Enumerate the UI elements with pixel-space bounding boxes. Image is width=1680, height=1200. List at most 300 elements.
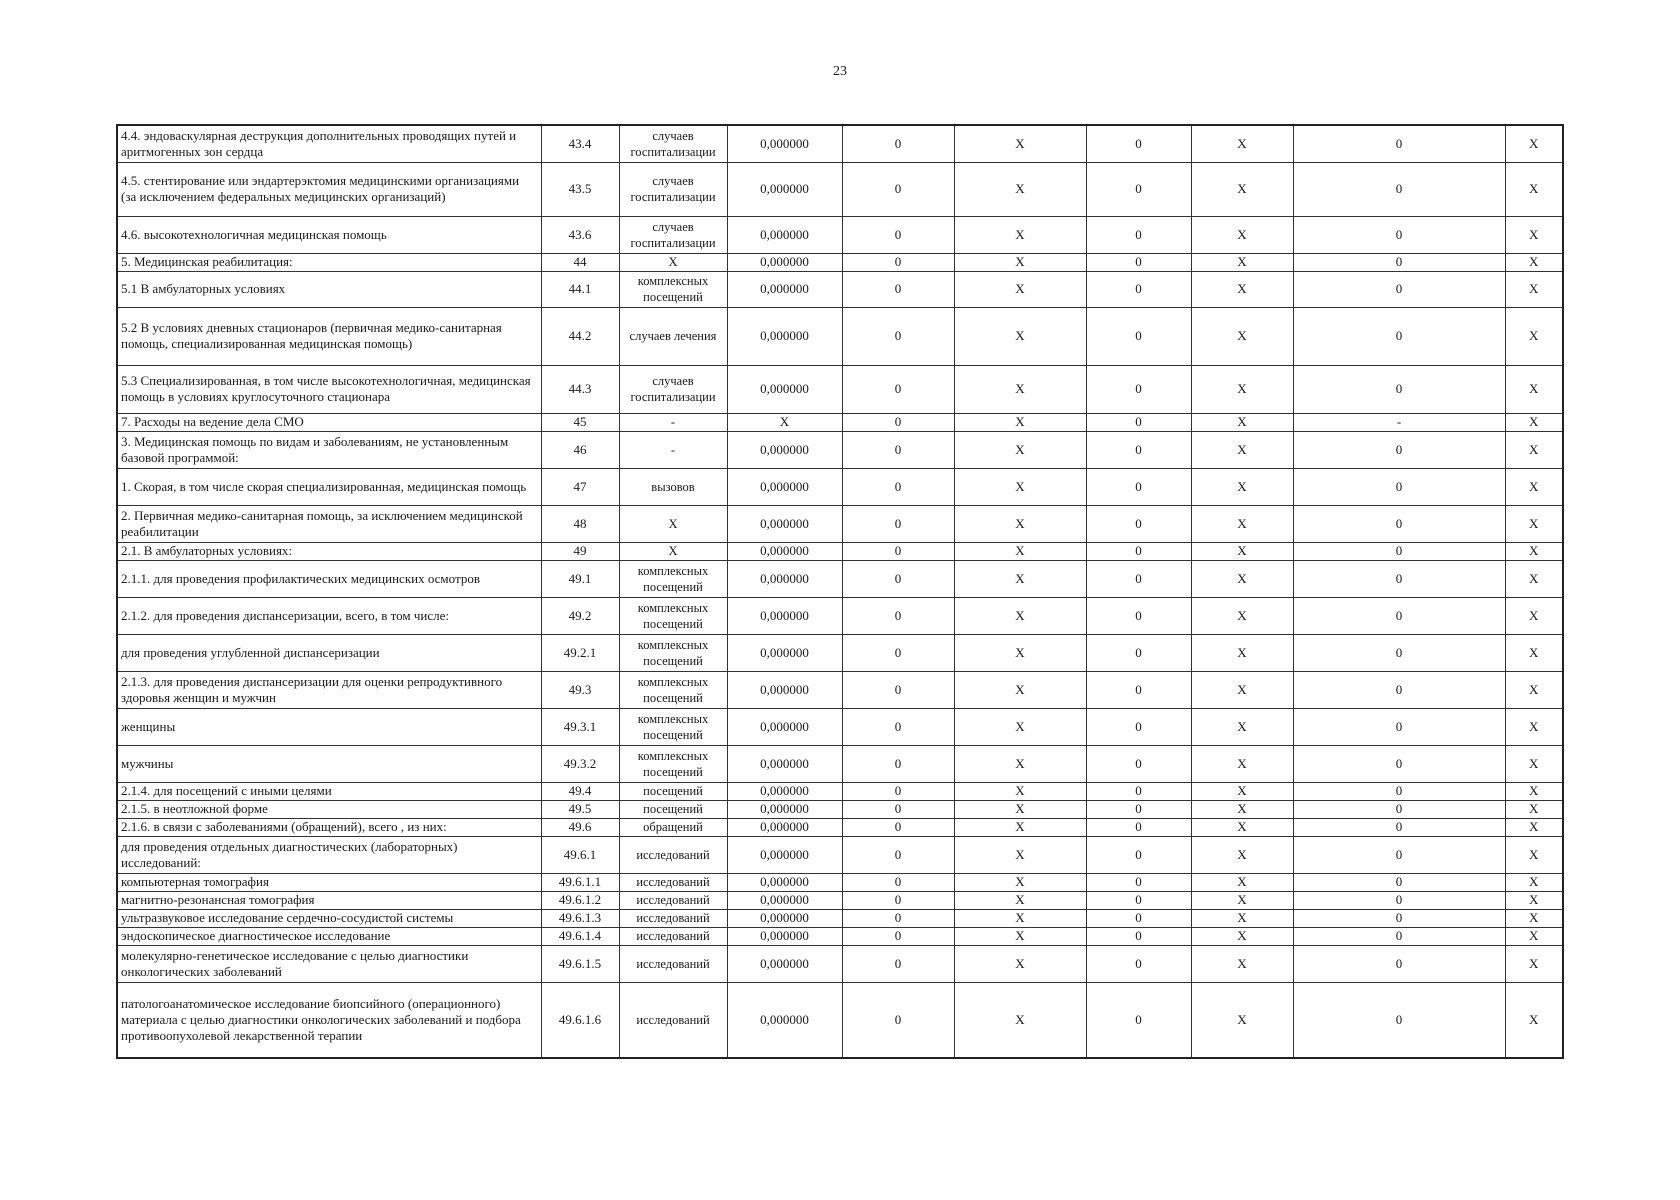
cell-value-5: X	[1191, 634, 1293, 671]
cell-value-6: 0	[1293, 800, 1505, 818]
cell-value-6: 0	[1293, 365, 1505, 413]
cell-value-6: 0	[1293, 909, 1505, 927]
table-row	[117, 873, 1563, 891]
row-unit: X	[619, 542, 727, 560]
cell-value-1: 0,000000	[727, 909, 842, 927]
cell-value-2: 0	[842, 634, 954, 671]
cell-value-2: 0	[842, 431, 954, 468]
cell-value-2: 0	[842, 982, 954, 1058]
table-row	[117, 982, 1563, 1058]
cell-value-2: 0	[842, 800, 954, 818]
cell-value-2: 0	[842, 542, 954, 560]
cell-value-6: 0	[1293, 505, 1505, 542]
cell-value-3: X	[954, 782, 1086, 800]
cell-value-5: X	[1191, 745, 1293, 782]
cell-value-2: 0	[842, 560, 954, 597]
table-row	[117, 253, 1563, 271]
cell-value-2: 0	[842, 708, 954, 745]
cell-value-2: 0	[842, 125, 954, 162]
cell-value-6: 0	[1293, 671, 1505, 708]
row-unit: комплексных посещений	[619, 708, 727, 745]
cell-value-7: X	[1505, 413, 1563, 431]
cell-value-7: X	[1505, 782, 1563, 800]
table-row	[117, 365, 1563, 413]
cell-value-1: 0,000000	[727, 634, 842, 671]
cell-value-7: X	[1505, 945, 1563, 982]
cell-value-5: X	[1191, 909, 1293, 927]
cell-value-3: X	[954, 542, 1086, 560]
cell-value-6: 0	[1293, 782, 1505, 800]
row-name: патологоанатомическое исследование биопсийного (операционного) материала с целью диагностики онкологических заболеваний и подбора противоопухолевой лекарственной терапии	[117, 982, 541, 1058]
cell-value-4: 0	[1086, 413, 1191, 431]
cell-value-5: X	[1191, 542, 1293, 560]
row-code: 49.6.1.5	[541, 945, 619, 982]
row-unit: -	[619, 431, 727, 468]
row-name: женщины	[117, 708, 541, 745]
row-unit: -	[619, 413, 727, 431]
row-code: 49.6	[541, 818, 619, 836]
cell-value-6: 0	[1293, 468, 1505, 505]
row-name: 2. Первичная медико-санитарная помощь, за исключением медицинской реабилитации	[117, 505, 541, 542]
row-code: 49.2	[541, 597, 619, 634]
cell-value-6: 0	[1293, 271, 1505, 307]
row-name: магнитно-резонансная томография	[117, 891, 541, 909]
cell-value-1: 0,000000	[727, 560, 842, 597]
row-name: для проведения углубленной диспансеризации	[117, 634, 541, 671]
row-unit: посещений	[619, 800, 727, 818]
row-name: 2.1.4. для посещений с иными целями	[117, 782, 541, 800]
cell-value-2: 0	[842, 836, 954, 873]
cell-value-2: 0	[842, 307, 954, 365]
cell-value-5: X	[1191, 927, 1293, 945]
row-code: 44	[541, 253, 619, 271]
cell-value-5: X	[1191, 873, 1293, 891]
cell-value-4: 0	[1086, 271, 1191, 307]
row-code: 49.6.1.4	[541, 927, 619, 945]
table-row	[117, 634, 1563, 671]
cell-value-6: 0	[1293, 818, 1505, 836]
cell-value-3: X	[954, 216, 1086, 253]
row-unit: исследований	[619, 982, 727, 1058]
row-code: 49.6.1	[541, 836, 619, 873]
table-row	[117, 818, 1563, 836]
cell-value-4: 0	[1086, 162, 1191, 216]
row-unit: исследований	[619, 909, 727, 927]
cell-value-7: X	[1505, 253, 1563, 271]
cell-value-5: X	[1191, 597, 1293, 634]
row-code: 49.6.1.6	[541, 982, 619, 1058]
cell-value-1: 0,000000	[727, 927, 842, 945]
cell-value-2: 0	[842, 745, 954, 782]
row-unit: исследований	[619, 873, 727, 891]
row-code: 49.6.1.3	[541, 909, 619, 927]
row-name: 5.3 Специализированная, в том числе высокотехнологичная, медицинская помощь в условиях круглосуточного стационара	[117, 365, 541, 413]
cell-value-4: 0	[1086, 982, 1191, 1058]
cell-value-3: X	[954, 671, 1086, 708]
cell-value-6: 0	[1293, 634, 1505, 671]
table-row	[117, 431, 1563, 468]
data-table	[116, 124, 1564, 1059]
cell-value-3: X	[954, 836, 1086, 873]
cell-value-6: 0	[1293, 431, 1505, 468]
row-name: компьютерная томография	[117, 873, 541, 891]
row-name: для проведения отдельных диагностических (лабораторных) исследований:	[117, 836, 541, 873]
row-name: мужчины	[117, 745, 541, 782]
cell-value-1: 0,000000	[727, 271, 842, 307]
row-name: 3. Медицинская помощь по видам и заболеваниям, не установленным базовой программой:	[117, 431, 541, 468]
cell-value-1: 0,000000	[727, 745, 842, 782]
cell-value-4: 0	[1086, 365, 1191, 413]
row-name: ультразвуковое исследование сердечно-сосудистой системы	[117, 909, 541, 927]
cell-value-4: 0	[1086, 597, 1191, 634]
cell-value-2: 0	[842, 413, 954, 431]
row-name: эндоскопическое диагностическое исследование	[117, 927, 541, 945]
row-code: 45	[541, 413, 619, 431]
cell-value-2: 0	[842, 671, 954, 708]
cell-value-3: X	[954, 708, 1086, 745]
cell-value-4: 0	[1086, 307, 1191, 365]
cell-value-3: X	[954, 125, 1086, 162]
cell-value-6: 0	[1293, 307, 1505, 365]
cell-value-7: X	[1505, 560, 1563, 597]
cell-value-3: X	[954, 873, 1086, 891]
cell-value-2: 0	[842, 162, 954, 216]
row-code: 49.6.1.2	[541, 891, 619, 909]
cell-value-1: 0,000000	[727, 125, 842, 162]
cell-value-7: X	[1505, 708, 1563, 745]
row-name: молекулярно-генетическое исследование с целью диагностики онкологических заболеваний	[117, 945, 541, 982]
cell-value-4: 0	[1086, 800, 1191, 818]
cell-value-7: X	[1505, 597, 1563, 634]
row-code: 49.1	[541, 560, 619, 597]
cell-value-1: 0,000000	[727, 800, 842, 818]
cell-value-3: X	[954, 505, 1086, 542]
cell-value-5: X	[1191, 782, 1293, 800]
row-name: 2.1.5. в неотложной форме	[117, 800, 541, 818]
row-unit: комплексных посещений	[619, 560, 727, 597]
table-row	[117, 505, 1563, 542]
cell-value-5: X	[1191, 671, 1293, 708]
cell-value-1: X	[727, 413, 842, 431]
cell-value-2: 0	[842, 253, 954, 271]
row-unit: комплексных посещений	[619, 634, 727, 671]
row-name: 7. Расходы на ведение дела СМО	[117, 413, 541, 431]
row-code: 49.6.1.1	[541, 873, 619, 891]
cell-value-1: 0,000000	[727, 468, 842, 505]
cell-value-2: 0	[842, 818, 954, 836]
cell-value-3: X	[954, 800, 1086, 818]
cell-value-7: X	[1505, 800, 1563, 818]
cell-value-3: X	[954, 560, 1086, 597]
row-code: 44.2	[541, 307, 619, 365]
row-code: 49.3.2	[541, 745, 619, 782]
cell-value-5: X	[1191, 431, 1293, 468]
cell-value-1: 0,000000	[727, 253, 842, 271]
cell-value-5: X	[1191, 818, 1293, 836]
row-code: 49.5	[541, 800, 619, 818]
cell-value-7: X	[1505, 836, 1563, 873]
table-row	[117, 782, 1563, 800]
cell-value-4: 0	[1086, 216, 1191, 253]
row-code: 43.4	[541, 125, 619, 162]
row-unit: случаев госпитализации	[619, 162, 727, 216]
table-row	[117, 800, 1563, 818]
cell-value-6: 0	[1293, 945, 1505, 982]
row-unit: случаев лечения	[619, 307, 727, 365]
cell-value-7: X	[1505, 634, 1563, 671]
cell-value-7: X	[1505, 873, 1563, 891]
row-code: 43.6	[541, 216, 619, 253]
cell-value-2: 0	[842, 271, 954, 307]
cell-value-4: 0	[1086, 945, 1191, 982]
row-name: 1. Скорая, в том числе скорая специализированная, медицинская помощь	[117, 468, 541, 505]
row-code: 49.3.1	[541, 708, 619, 745]
cell-value-6: 0	[1293, 836, 1505, 873]
cell-value-1: 0,000000	[727, 836, 842, 873]
row-unit: комплексных посещений	[619, 271, 727, 307]
row-name: 5. Медицинская реабилитация:	[117, 253, 541, 271]
row-code: 49	[541, 542, 619, 560]
table-body	[117, 125, 1563, 1058]
cell-value-1: 0,000000	[727, 597, 842, 634]
row-name: 2.1. В амбулаторных условиях:	[117, 542, 541, 560]
cell-value-3: X	[954, 945, 1086, 982]
table-row	[117, 560, 1563, 597]
cell-value-7: X	[1505, 818, 1563, 836]
table-row	[117, 927, 1563, 945]
cell-value-1: 0,000000	[727, 162, 842, 216]
cell-value-3: X	[954, 745, 1086, 782]
table-row	[117, 909, 1563, 927]
cell-value-4: 0	[1086, 873, 1191, 891]
cell-value-7: X	[1505, 505, 1563, 542]
cell-value-4: 0	[1086, 818, 1191, 836]
cell-value-3: X	[954, 909, 1086, 927]
row-name: 2.1.1. для проведения профилактических медицинских осмотров	[117, 560, 541, 597]
table-row	[117, 216, 1563, 253]
cell-value-6: 0	[1293, 162, 1505, 216]
row-name: 2.1.2. для проведения диспансеризации, всего, в том числе:	[117, 597, 541, 634]
cell-value-5: X	[1191, 836, 1293, 873]
row-unit: посещений	[619, 782, 727, 800]
cell-value-7: X	[1505, 307, 1563, 365]
table-row	[117, 307, 1563, 365]
page-number: 23	[833, 64, 847, 79]
cell-value-3: X	[954, 597, 1086, 634]
cell-value-2: 0	[842, 782, 954, 800]
cell-value-6: 0	[1293, 745, 1505, 782]
cell-value-4: 0	[1086, 909, 1191, 927]
cell-value-5: X	[1191, 560, 1293, 597]
row-name: 5.2 В условиях дневных стационаров (первичная медико-санитарная помощь, специализированная медицинская помощь)	[117, 307, 541, 365]
cell-value-7: X	[1505, 671, 1563, 708]
cell-value-3: X	[954, 634, 1086, 671]
row-unit: X	[619, 505, 727, 542]
cell-value-2: 0	[842, 927, 954, 945]
cell-value-4: 0	[1086, 505, 1191, 542]
cell-value-2: 0	[842, 597, 954, 634]
table-row	[117, 468, 1563, 505]
cell-value-6: 0	[1293, 873, 1505, 891]
cell-value-4: 0	[1086, 671, 1191, 708]
table-row	[117, 597, 1563, 634]
cell-value-7: X	[1505, 468, 1563, 505]
cell-value-3: X	[954, 365, 1086, 413]
cell-value-6: 0	[1293, 891, 1505, 909]
cell-value-6: 0	[1293, 927, 1505, 945]
cell-value-1: 0,000000	[727, 945, 842, 982]
table-row	[117, 745, 1563, 782]
cell-value-6: 0	[1293, 982, 1505, 1058]
cell-value-5: X	[1191, 253, 1293, 271]
cell-value-2: 0	[842, 505, 954, 542]
cell-value-1: 0,000000	[727, 216, 842, 253]
table-row	[117, 271, 1563, 307]
row-unit: случаев госпитализации	[619, 365, 727, 413]
row-name: 5.1 В амбулаторных условиях	[117, 271, 541, 307]
table-row	[117, 836, 1563, 873]
cell-value-1: 0,000000	[727, 891, 842, 909]
row-unit: исследований	[619, 836, 727, 873]
row-unit: вызовов	[619, 468, 727, 505]
row-code: 49.4	[541, 782, 619, 800]
row-code: 43.5	[541, 162, 619, 216]
cell-value-3: X	[954, 271, 1086, 307]
cell-value-5: X	[1191, 216, 1293, 253]
cell-value-1: 0,000000	[727, 873, 842, 891]
row-unit: исследований	[619, 945, 727, 982]
row-code: 48	[541, 505, 619, 542]
cell-value-3: X	[954, 982, 1086, 1058]
cell-value-1: 0,000000	[727, 782, 842, 800]
cell-value-3: X	[954, 818, 1086, 836]
cell-value-5: X	[1191, 505, 1293, 542]
cell-value-4: 0	[1086, 125, 1191, 162]
cell-value-4: 0	[1086, 634, 1191, 671]
table-row	[117, 945, 1563, 982]
row-unit: X	[619, 253, 727, 271]
cell-value-7: X	[1505, 125, 1563, 162]
cell-value-1: 0,000000	[727, 431, 842, 468]
cell-value-5: X	[1191, 982, 1293, 1058]
row-code: 46	[541, 431, 619, 468]
row-unit: исследований	[619, 891, 727, 909]
cell-value-7: X	[1505, 891, 1563, 909]
cell-value-5: X	[1191, 271, 1293, 307]
row-name: 4.6. высокотехнологичная медицинская помощь	[117, 216, 541, 253]
table-row	[117, 413, 1563, 431]
cell-value-2: 0	[842, 945, 954, 982]
cell-value-5: X	[1191, 468, 1293, 505]
row-code: 44.1	[541, 271, 619, 307]
row-unit: комплексных посещений	[619, 671, 727, 708]
row-name: 4.4. эндоваскулярная деструкция дополнительных проводящих путей и аритмогенных зон сердца	[117, 125, 541, 162]
cell-value-4: 0	[1086, 468, 1191, 505]
cell-value-7: X	[1505, 542, 1563, 560]
cell-value-2: 0	[842, 365, 954, 413]
cell-value-5: X	[1191, 891, 1293, 909]
cell-value-3: X	[954, 468, 1086, 505]
cell-value-5: X	[1191, 162, 1293, 216]
table-row	[117, 708, 1563, 745]
row-unit: комплексных посещений	[619, 745, 727, 782]
table-row	[117, 671, 1563, 708]
cell-value-5: X	[1191, 708, 1293, 745]
row-unit: случаев госпитализации	[619, 125, 727, 162]
row-code: 47	[541, 468, 619, 505]
cell-value-4: 0	[1086, 560, 1191, 597]
row-unit: комплексных посещений	[619, 597, 727, 634]
cell-value-1: 0,000000	[727, 982, 842, 1058]
cell-value-5: X	[1191, 125, 1293, 162]
row-name: 2.1.3. для проведения диспансеризации для оценки репродуктивного здоровья женщин и мужчин	[117, 671, 541, 708]
table-row	[117, 891, 1563, 909]
cell-value-4: 0	[1086, 431, 1191, 468]
row-unit: обращений	[619, 818, 727, 836]
cell-value-5: X	[1191, 800, 1293, 818]
cell-value-3: X	[954, 413, 1086, 431]
cell-value-1: 0,000000	[727, 542, 842, 560]
cell-value-7: X	[1505, 365, 1563, 413]
cell-value-1: 0,000000	[727, 505, 842, 542]
cell-value-6: 0	[1293, 216, 1505, 253]
cell-value-1: 0,000000	[727, 307, 842, 365]
cell-value-4: 0	[1086, 782, 1191, 800]
table-row	[117, 162, 1563, 216]
cell-value-5: X	[1191, 365, 1293, 413]
cell-value-5: X	[1191, 945, 1293, 982]
cell-value-3: X	[954, 891, 1086, 909]
cell-value-2: 0	[842, 891, 954, 909]
cell-value-1: 0,000000	[727, 365, 842, 413]
cell-value-4: 0	[1086, 836, 1191, 873]
row-code: 49.2.1	[541, 634, 619, 671]
cell-value-3: X	[954, 431, 1086, 468]
cell-value-4: 0	[1086, 745, 1191, 782]
cell-value-7: X	[1505, 271, 1563, 307]
cell-value-7: X	[1505, 982, 1563, 1058]
cell-value-4: 0	[1086, 542, 1191, 560]
cell-value-7: X	[1505, 162, 1563, 216]
cell-value-2: 0	[842, 909, 954, 927]
cell-value-7: X	[1505, 431, 1563, 468]
row-code: 44.3	[541, 365, 619, 413]
cell-value-6: 0	[1293, 560, 1505, 597]
cell-value-3: X	[954, 162, 1086, 216]
cell-value-6: 0	[1293, 125, 1505, 162]
table-row	[117, 125, 1563, 162]
cell-value-1: 0,000000	[727, 708, 842, 745]
cell-value-2: 0	[842, 216, 954, 253]
cell-value-6: -	[1293, 413, 1505, 431]
row-code: 49.3	[541, 671, 619, 708]
cell-value-2: 0	[842, 468, 954, 505]
cell-value-7: X	[1505, 927, 1563, 945]
row-name: 4.5. стентирование или эндартерэктомия медицинскими организациями (за исключением федеральных медицинских организаций)	[117, 162, 541, 216]
cell-value-3: X	[954, 253, 1086, 271]
cell-value-4: 0	[1086, 253, 1191, 271]
cell-value-7: X	[1505, 909, 1563, 927]
cell-value-1: 0,000000	[727, 818, 842, 836]
row-unit: исследований	[619, 927, 727, 945]
cell-value-7: X	[1505, 216, 1563, 253]
cell-value-2: 0	[842, 873, 954, 891]
cell-value-6: 0	[1293, 708, 1505, 745]
cell-value-3: X	[954, 307, 1086, 365]
row-name: 2.1.6. в связи с заболеваниями (обращений), всего , из них:	[117, 818, 541, 836]
cell-value-4: 0	[1086, 927, 1191, 945]
cell-value-7: X	[1505, 745, 1563, 782]
